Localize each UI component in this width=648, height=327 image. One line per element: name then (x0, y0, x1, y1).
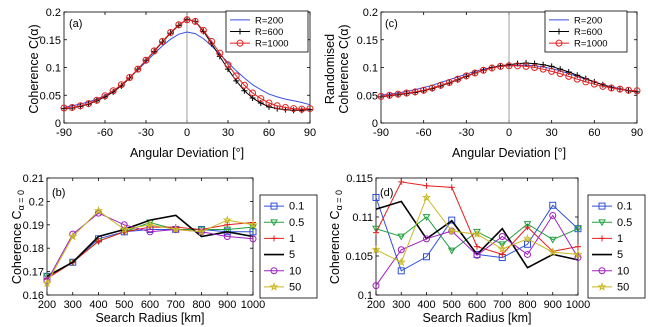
y-tick-label: 0.21 (22, 173, 44, 185)
x-tick-label: -90 (373, 127, 389, 139)
y-tick-label: 0.2 (28, 196, 44, 209)
y-axis-label (323, 24, 351, 113)
legend-label: 10 (617, 265, 630, 278)
x-tick-label: -30 (458, 127, 475, 139)
x-tick-label: 300 (392, 299, 411, 311)
x-tick-label: 800 (192, 299, 211, 311)
y-tick-label: 0.2 (362, 7, 378, 19)
x-tick-label: 30 (221, 127, 235, 139)
chart-panel-d (328, 173, 645, 325)
legend-label: 0.5 (289, 216, 305, 229)
legend (260, 195, 317, 298)
y-axis-label-sub: α = 0 (334, 189, 344, 211)
y-tick-label: 0.105 (345, 251, 373, 263)
y-tick-label: 0.2 (45, 7, 61, 19)
legend-label: R=600 (574, 27, 603, 38)
legend-label: 5 (617, 249, 624, 262)
x-tick-label: 0 (183, 127, 191, 139)
plot-area (47, 178, 253, 295)
y-tick-label: 0.1 (45, 62, 61, 75)
y-tick-label: 0 (54, 118, 61, 130)
y-axis-label-line: Randomised (323, 33, 337, 105)
x-axis-label: Angular Deviation [°] (129, 146, 245, 160)
legend-label: 5 (289, 249, 296, 262)
legend (588, 195, 645, 298)
x-tick-label: -30 (138, 127, 154, 139)
x-tick-label: 400 (89, 299, 108, 311)
y-axis-label (10, 190, 26, 284)
legend-label: R=1000 (255, 38, 289, 50)
x-tick-label: -90 (56, 127, 72, 139)
y-axis-label-line: Coherence C(α) (337, 24, 351, 114)
x-tick-label: 90 (630, 127, 644, 139)
x-tick-label: 1000 (240, 299, 266, 311)
x-tick-label: 600 (140, 299, 160, 311)
x-tick-label: 1000 (565, 299, 591, 311)
legend-label: 0.5 (617, 216, 633, 229)
y-tick-label: 0.115 (346, 173, 373, 185)
x-tick-label: 30 (545, 127, 558, 139)
y-tick-label: 0.1 (362, 62, 378, 75)
x-tick-label: 500 (442, 299, 461, 311)
x-axis-label: Search Radius [km] (422, 311, 532, 325)
y-axis-label (328, 190, 344, 284)
y-axis-label-sub: α = 0 (16, 189, 26, 211)
panel-label: (a) (69, 18, 83, 30)
legend-label: R=200 (574, 15, 603, 27)
x-tick-label: 300 (63, 299, 82, 311)
y-axis-label-main: Coherence C (10, 210, 24, 285)
x-tick-label: 900 (543, 299, 562, 311)
legend-label: R=1000 (574, 38, 608, 50)
legend-label: 0.1 (289, 200, 305, 213)
legend-label: 50 (617, 281, 630, 294)
y-tick-label: 0.05 (356, 90, 378, 103)
y-tick-label: 0.19 (22, 219, 44, 232)
y-tick-label: 0.05 (39, 90, 61, 103)
x-tick-label: 700 (166, 299, 185, 311)
x-tick-label: 800 (518, 299, 537, 311)
panel-label: (c) (385, 18, 398, 30)
x-tick-label: 700 (493, 299, 512, 311)
chart-panel-b (10, 173, 317, 325)
x-axis-label: Search Radius [km] (95, 311, 205, 325)
y-tick-label: 0.1 (357, 290, 373, 302)
y-tick-label: 0 (371, 118, 378, 130)
y-tick-label: 0.16 (22, 290, 44, 302)
x-tick-label: 600 (467, 299, 487, 311)
panel-label: (b) (52, 187, 66, 199)
legend-label: 0.1 (617, 200, 633, 213)
x-tick-label: 400 (417, 299, 436, 311)
y-tick-label: 0.18 (22, 243, 44, 256)
chart-panel-a (27, 7, 316, 160)
x-tick-label: 90 (303, 127, 317, 139)
x-tick-label: 60 (588, 127, 601, 139)
x-tick-label: 60 (262, 127, 276, 139)
y-tick-label: 0.15 (39, 34, 61, 47)
x-tick-label: 200 (37, 299, 57, 311)
x-tick-label: 900 (218, 299, 237, 311)
x-tick-label: -60 (415, 127, 432, 139)
x-axis-label: Angular Deviation [°] (451, 146, 567, 160)
legend (545, 11, 627, 52)
x-tick-label: 200 (366, 299, 386, 311)
x-tick-label: 500 (115, 299, 134, 311)
chart-panel-c (323, 7, 643, 160)
x-tick-label: -60 (97, 127, 113, 139)
legend-label: 10 (289, 265, 302, 278)
y-tick-label: 0.11 (352, 212, 373, 224)
y-axis-label-main: Coherence C (328, 210, 342, 285)
y-tick-label: 0.15 (356, 34, 378, 47)
legend (226, 11, 308, 52)
y-axis-label: Coherence C(α) (27, 24, 41, 114)
legend-label: 1 (289, 232, 296, 245)
legend-label: R=600 (255, 27, 284, 38)
legend-label: R=200 (255, 15, 284, 27)
y-tick-label: 0.17 (22, 266, 44, 279)
legend-label: 1 (617, 232, 624, 245)
legend-label: 50 (289, 281, 302, 294)
x-tick-label: 0 (505, 127, 513, 139)
panel-label: (d) (380, 187, 394, 199)
